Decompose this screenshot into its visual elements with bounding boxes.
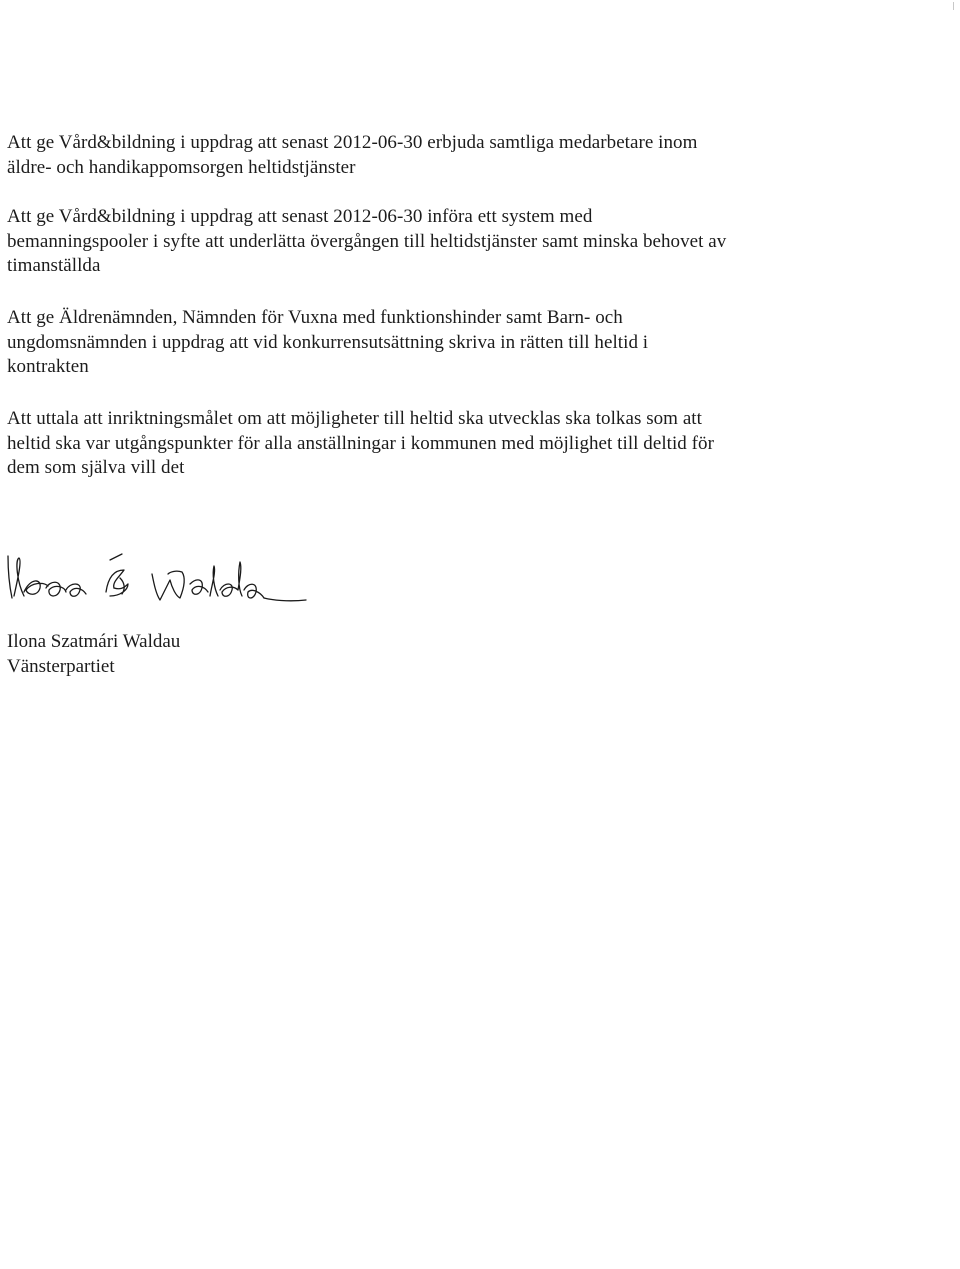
paragraph-3	[7, 306, 837, 380]
signer-name: Ilona Szatmári Waldau	[7, 631, 181, 652]
paragraph-line: heltid ska var utgångspunkter för alla anställningar i kommunen med möjlighet till deltid för	[7, 432, 714, 454]
paragraph-4	[7, 407, 837, 481]
paragraph-line: kontrakten	[7, 356, 89, 378]
paragraph-1	[7, 131, 837, 180]
signer-block	[7, 630, 180, 679]
paragraph-line: bemanningspooler i syfte att underlätta övergången till heltidstjänster samt minska behovet av	[7, 230, 727, 252]
paragraph-line: äldre- och handikappomsorgen heltidstjänster	[7, 156, 356, 178]
signer-party: Vänsterpartiet	[7, 655, 115, 677]
scan-artifact	[953, 2, 954, 10]
paragraph-2	[7, 205, 837, 279]
paragraph-line: dem som själva vill det	[7, 457, 185, 479]
paragraph-line: Att uttala att inriktningsmålet om att möjligheter till heltid ska utvecklas ska tolkas som att	[7, 408, 702, 429]
handwritten-signature	[2, 548, 322, 628]
paragraph-line: ungdomsnämnden i uppdrag att vid konkurrensutsättning skriva in rätten till heltid i	[7, 331, 649, 353]
paragraph-line: timanställda	[7, 255, 101, 277]
paragraph-line: Att ge Äldrenämnden, Nämnden för Vuxna med funktionshinder samt Barn- och	[7, 307, 623, 328]
paragraph-line: Att ge Vård&bildning i uppdrag att senast 2012-06-30 erbjuda samtliga medarbetare inom	[7, 132, 698, 153]
paragraph-line: Att ge Vård&bildning i uppdrag att senast 2012-06-30 införa ett system med	[7, 206, 593, 227]
